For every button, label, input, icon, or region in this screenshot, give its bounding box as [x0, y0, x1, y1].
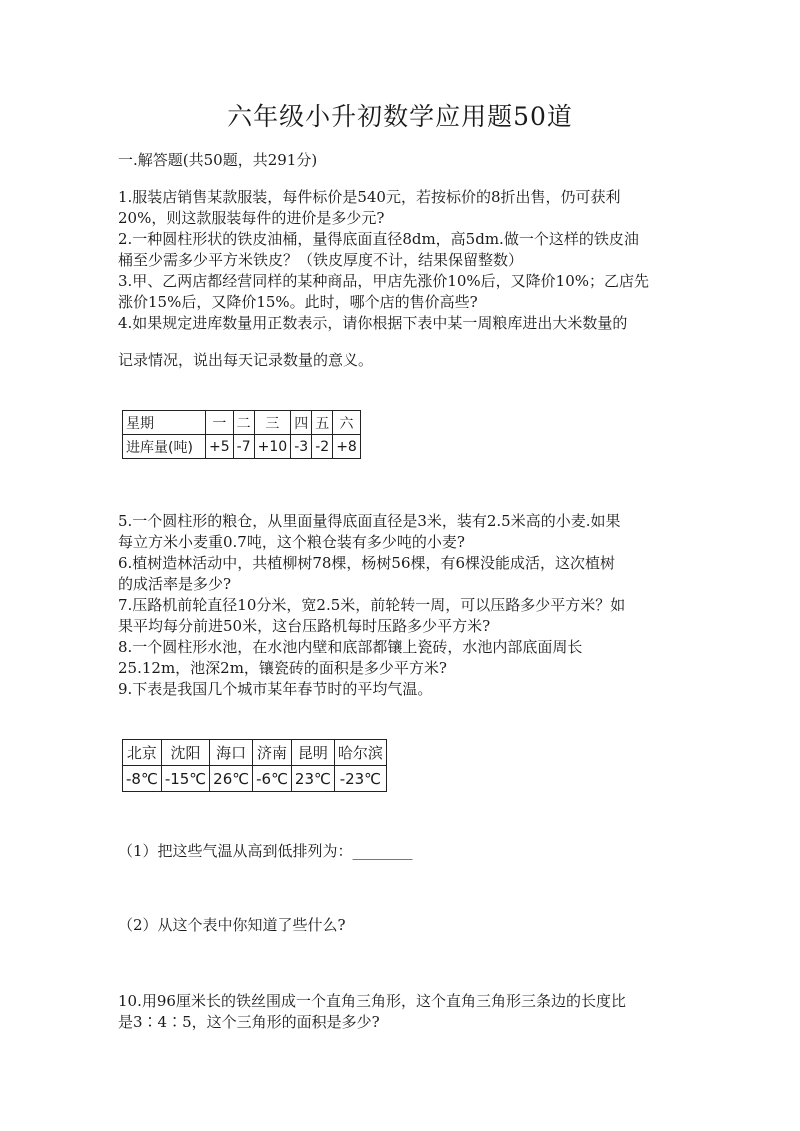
page-title: 六年级小升初数学应用题50道 [227, 102, 573, 131]
grain-table-cell: -7 [233, 435, 254, 459]
grain-table-header-cell: 三 [254, 411, 291, 435]
question-7 [118, 595, 688, 637]
temperature-table-header-cell: 济南 [253, 740, 292, 766]
question-8 [118, 637, 688, 679]
temperature-table-cell: 23℃ [291, 766, 334, 792]
question-2-line-2: 桶至少需多少平方米铁皮？（铁皮厚度不计，结果保留整数） [118, 251, 524, 269]
question-5-line-1: 5.一个圆柱形的粮仓，从里面量得底面直径是3米，装有2.5米高的小麦.如果 [118, 512, 621, 530]
question-10-line-1: 10.用96厘米长的铁丝围成一个直角三角形，这个直角三角形三条边的长度比 [118, 992, 626, 1010]
grain-table [122, 410, 361, 459]
grain-table-header-cell: 星期 [123, 411, 206, 435]
temperature-table-header-row [123, 740, 387, 766]
temperature-table-data-row [123, 766, 387, 792]
temperature-table-header-cell: 北京 [123, 740, 162, 766]
grain-table-header-cell: 四 [291, 411, 312, 435]
temperature-table-header-cell: 哈尔滨 [334, 740, 386, 766]
temperature-table-cell: -6℃ [253, 766, 292, 792]
question-3 [118, 271, 688, 313]
temperature-table-cell: -23℃ [334, 766, 386, 792]
question-1 [118, 187, 688, 229]
grain-table-cell: -2 [312, 435, 333, 459]
question-9-part-2: （2）从这个表中你知道了些什么? [118, 916, 346, 934]
question-1-line-2: 20%，则这款服装每件的进价是多少元? [118, 209, 385, 227]
grain-table-header-cell: 一 [206, 411, 234, 435]
temperature-table-header-cell: 昆明 [291, 740, 334, 766]
question-4-line-2: 记录情况，说出每天记录数量的意义。 [118, 351, 374, 369]
temperature-table [122, 739, 387, 792]
grain-table-header-cell: 五 [312, 411, 333, 435]
question-2 [118, 229, 688, 271]
grain-table-cell: +8 [333, 435, 361, 459]
question-5 [118, 511, 688, 553]
question-8-line-2: 25.12m，池深2m，镶瓷砖的面积是多少平方米? [118, 659, 447, 677]
question-9-line-1: 9.下表是我国几个城市某年春节时的平均气温。 [118, 680, 433, 698]
section-heading: 一.解答题(共50题，共291分) [118, 151, 318, 169]
question-6 [118, 553, 688, 595]
question-3-line-2: 涨价15%后，又降价15%。此时，哪个店的售价高些? [118, 293, 478, 311]
question-2-line-1: 2.一种圆柱形状的铁皮油桶，量得底面直径8dm，高5dm.做一个这样的铁皮油 [118, 230, 639, 248]
grain-table-header-row [123, 411, 361, 435]
grain-table-header-cell: 二 [233, 411, 254, 435]
question-1-line-1: 1.服装店销售某款服装，每件标价是540元，若按标价的8折出售，仍可获利 [118, 188, 621, 206]
question-8-line-1: 8.一个圆柱形水池，在水池内壁和底部都镶上瓷砖，水池内部底面周长 [118, 638, 583, 656]
question-7-line-2: 果平均每分前进50米，这台压路机每时压路多少平方米? [118, 617, 491, 635]
question-4-line-1: 4.如果规定进库数量用正数表示，请你根据下表中某一周粮库进出大米数量的 [118, 314, 628, 332]
question-6-line-1: 6.植树造林活动中，共植柳树78棵，杨树56棵，有6棵没能成活，这次植树 [118, 554, 616, 572]
temperature-table-cell: -15℃ [161, 766, 209, 792]
grain-table-cell: 进库量(吨) [123, 435, 206, 459]
grain-table-cell: +5 [206, 435, 234, 459]
question-9-part-1: （1）把这些气温从高到低排列为：________ [118, 842, 413, 860]
temperature-table-cell: 26℃ [210, 766, 253, 792]
grain-table-cell: -3 [291, 435, 312, 459]
question-7-line-1: 7.压路机前轮直径10分米，宽2.5米，前轮转一周，可以压路多少平方米？如 [118, 596, 626, 614]
question-3-line-1: 3.甲、乙两店都经营同样的某种商品，甲店先涨价10%后，又降价10%；乙店先 [118, 272, 649, 290]
grain-table-cell: +10 [254, 435, 291, 459]
question-10-line-2: 是3∶4∶5，这个三角形的面积是多少? [118, 1013, 380, 1031]
temperature-table-header-cell: 沈阳 [161, 740, 209, 766]
question-10 [118, 991, 688, 1033]
temperature-table-cell: -8℃ [123, 766, 162, 792]
grain-table-data-row [123, 435, 361, 459]
temperature-table-header-cell: 海口 [210, 740, 253, 766]
question-6-line-2: 的成活率是多少? [118, 575, 232, 593]
question-5-line-2: 每立方米小麦重0.7吨，这个粮仓装有多少吨的小麦? [118, 533, 465, 551]
grain-table-header-cell: 六 [333, 411, 361, 435]
